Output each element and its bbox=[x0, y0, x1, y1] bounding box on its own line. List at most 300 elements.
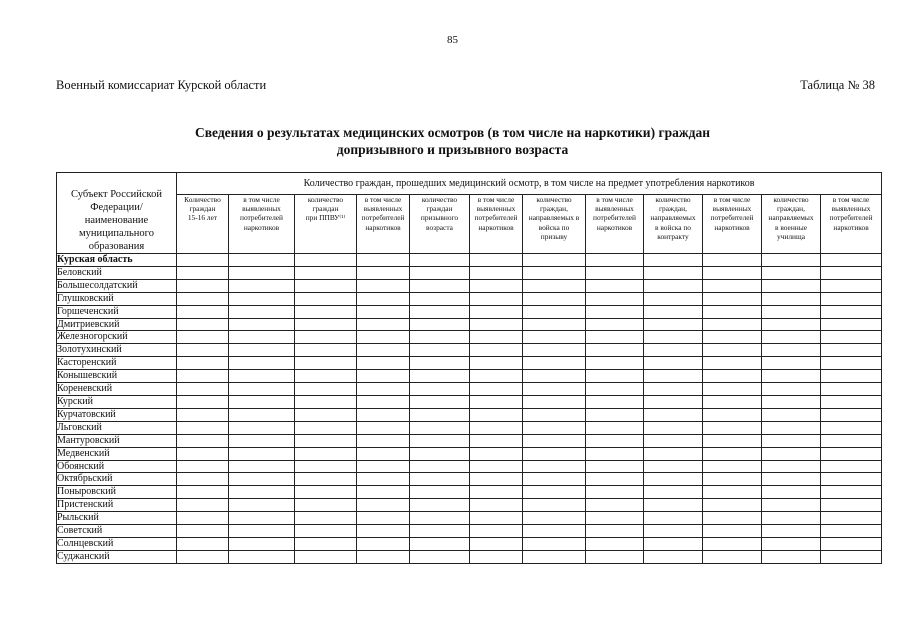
column-header bbox=[644, 195, 703, 254]
table-cell bbox=[295, 254, 357, 267]
table-cell bbox=[229, 408, 295, 421]
table-cell bbox=[644, 370, 703, 383]
table-cell bbox=[821, 537, 882, 550]
column-header-line: в том числе bbox=[243, 195, 280, 204]
table-cell bbox=[762, 499, 821, 512]
table-cell bbox=[762, 537, 821, 550]
table-cell bbox=[470, 473, 523, 486]
table-cell bbox=[470, 434, 523, 447]
table-cell bbox=[703, 537, 762, 550]
table-cell bbox=[357, 473, 410, 486]
column-header-line: граждан bbox=[312, 204, 339, 214]
table-cell bbox=[644, 331, 703, 344]
column-header bbox=[177, 195, 229, 254]
table-cell bbox=[644, 486, 703, 499]
table-cell bbox=[821, 486, 882, 499]
table-cell bbox=[177, 473, 229, 486]
table-cell bbox=[821, 525, 882, 538]
table-cell bbox=[586, 473, 644, 486]
table-row bbox=[57, 357, 882, 370]
table-cell bbox=[295, 370, 357, 383]
column-header-line: направляемых в bbox=[528, 213, 580, 223]
table-cell bbox=[229, 318, 295, 331]
table-cell bbox=[703, 344, 762, 357]
table-cell bbox=[410, 512, 470, 525]
table-cell bbox=[586, 460, 644, 473]
table-cell bbox=[229, 292, 295, 305]
table-cell bbox=[523, 318, 586, 331]
column-header-line: выявленных bbox=[595, 204, 634, 214]
table-cell bbox=[410, 357, 470, 370]
table-cell bbox=[177, 266, 229, 279]
column-header bbox=[821, 195, 882, 254]
subject-column-header bbox=[57, 173, 177, 254]
table-row bbox=[57, 331, 882, 344]
table-cell bbox=[177, 395, 229, 408]
column-header-line: потребителей bbox=[710, 213, 754, 223]
table-cell bbox=[229, 357, 295, 370]
table-cell bbox=[410, 292, 470, 305]
district-name: Беловский bbox=[57, 266, 177, 279]
table-cell bbox=[644, 525, 703, 538]
table-cell bbox=[821, 292, 882, 305]
table-cell bbox=[703, 254, 762, 267]
table-cell bbox=[295, 525, 357, 538]
table-row bbox=[57, 486, 882, 499]
column-header-line: граждан, bbox=[659, 204, 687, 214]
subject-header-line: образования bbox=[88, 241, 145, 252]
table-cell bbox=[523, 460, 586, 473]
table-cell bbox=[229, 421, 295, 434]
table-cell bbox=[295, 434, 357, 447]
table-cell bbox=[295, 537, 357, 550]
table-cell bbox=[586, 266, 644, 279]
table-cell bbox=[762, 525, 821, 538]
column-header bbox=[229, 195, 295, 254]
table-cell bbox=[410, 499, 470, 512]
table-cell bbox=[470, 279, 523, 292]
table-cell bbox=[644, 512, 703, 525]
table-cell bbox=[229, 279, 295, 292]
table-cell bbox=[470, 331, 523, 344]
column-header bbox=[703, 195, 762, 254]
table-cell bbox=[295, 421, 357, 434]
column-header bbox=[470, 195, 523, 254]
table-cell bbox=[586, 305, 644, 318]
district-name: Курский bbox=[57, 395, 177, 408]
table-cell bbox=[523, 266, 586, 279]
district-name: Советский bbox=[57, 525, 177, 538]
table-row bbox=[57, 537, 882, 550]
table-cell bbox=[357, 357, 410, 370]
table-cell bbox=[703, 486, 762, 499]
table-cell bbox=[177, 499, 229, 512]
table-cell bbox=[295, 266, 357, 279]
table-cell bbox=[523, 395, 586, 408]
table-row bbox=[57, 292, 882, 305]
table-cell bbox=[644, 537, 703, 550]
table-cell bbox=[762, 421, 821, 434]
table-cell bbox=[410, 395, 470, 408]
table-cell bbox=[703, 434, 762, 447]
district-name: Горшеченский bbox=[57, 305, 177, 318]
table-cell bbox=[295, 383, 357, 396]
table-cell bbox=[703, 331, 762, 344]
district-name: Конышевский bbox=[57, 370, 177, 383]
table-cell bbox=[586, 357, 644, 370]
table-cell bbox=[644, 344, 703, 357]
column-header-line: в том числе bbox=[596, 195, 633, 204]
column-header-line: возраста bbox=[426, 222, 453, 232]
table-cell bbox=[703, 357, 762, 370]
table-cell bbox=[523, 279, 586, 292]
table-cell bbox=[229, 254, 295, 267]
column-header-line: призыву bbox=[540, 231, 568, 241]
table-cell bbox=[357, 434, 410, 447]
district-name: Пристенский bbox=[57, 499, 177, 512]
subject-header-line: Федерации/ bbox=[90, 202, 143, 213]
district-name: Кореневский bbox=[57, 383, 177, 396]
column-header-line: выявленных bbox=[712, 204, 752, 214]
region-total-name: Курская область bbox=[57, 254, 177, 267]
table-cell bbox=[357, 344, 410, 357]
table-row bbox=[57, 254, 882, 267]
table-cell bbox=[821, 408, 882, 421]
column-header-line: училища bbox=[777, 231, 805, 241]
table-cell bbox=[229, 266, 295, 279]
table-cell bbox=[762, 357, 821, 370]
table-cell bbox=[410, 460, 470, 473]
subject-header-line: Субъект Российской bbox=[71, 189, 162, 200]
table-cell bbox=[523, 292, 586, 305]
table-cell bbox=[586, 383, 644, 396]
table-cell bbox=[644, 550, 703, 563]
table-cell bbox=[470, 512, 523, 525]
table-cell bbox=[821, 383, 882, 396]
table-cell bbox=[410, 383, 470, 396]
column-header-line: наркотиков bbox=[243, 222, 280, 232]
table-cell bbox=[177, 305, 229, 318]
table-row bbox=[57, 408, 882, 421]
table-cell bbox=[523, 421, 586, 434]
table-cell bbox=[229, 344, 295, 357]
table-cell bbox=[762, 292, 821, 305]
table-cell bbox=[703, 318, 762, 331]
table-cell bbox=[229, 447, 295, 460]
table-cell bbox=[229, 383, 295, 396]
district-name: Суджанский bbox=[57, 550, 177, 563]
table-cell bbox=[762, 473, 821, 486]
column-header-line: потребителей bbox=[240, 213, 283, 223]
table-cell bbox=[821, 395, 882, 408]
table-cell bbox=[644, 254, 703, 267]
table-cell bbox=[644, 460, 703, 473]
table-cell bbox=[523, 486, 586, 499]
column-header-line: наркотиков bbox=[596, 222, 633, 232]
district-name: Медвенский bbox=[57, 447, 177, 460]
table-cell bbox=[229, 499, 295, 512]
table-cell bbox=[470, 383, 523, 396]
table-cell bbox=[762, 370, 821, 383]
table-cell bbox=[357, 395, 410, 408]
table-row bbox=[57, 460, 882, 473]
table-cell bbox=[703, 447, 762, 460]
table-cell bbox=[470, 486, 523, 499]
table-cell bbox=[523, 512, 586, 525]
column-header-line: наркотиков bbox=[478, 222, 514, 232]
column-header-line: количество bbox=[655, 195, 691, 204]
table-cell bbox=[410, 331, 470, 344]
table-cell bbox=[229, 370, 295, 383]
table-cell bbox=[470, 447, 523, 460]
table-cell bbox=[410, 266, 470, 279]
table-cell bbox=[357, 486, 410, 499]
table-cell bbox=[586, 344, 644, 357]
table-cell bbox=[821, 447, 882, 460]
table-cell bbox=[586, 486, 644, 499]
table-cell bbox=[357, 292, 410, 305]
column-header-line: граждан, bbox=[777, 204, 805, 214]
table-cell bbox=[177, 370, 229, 383]
table-cell bbox=[821, 331, 882, 344]
table-cell bbox=[177, 344, 229, 357]
table-cell bbox=[586, 331, 644, 344]
table-cell bbox=[229, 305, 295, 318]
table-cell bbox=[644, 318, 703, 331]
table-cell bbox=[821, 344, 882, 357]
table-cell bbox=[586, 550, 644, 563]
table-cell bbox=[470, 318, 523, 331]
table-cell bbox=[410, 344, 470, 357]
table-row bbox=[57, 525, 882, 538]
table-cell bbox=[523, 473, 586, 486]
table-cell bbox=[177, 550, 229, 563]
table-cell bbox=[523, 305, 586, 318]
table-cell bbox=[586, 434, 644, 447]
column-header-line: потребителей bbox=[474, 213, 518, 223]
column-header-line: в войска по bbox=[655, 222, 691, 232]
table-row bbox=[57, 305, 882, 318]
column-header-line: количество bbox=[536, 195, 572, 204]
table-cell bbox=[357, 266, 410, 279]
table-cell bbox=[357, 408, 410, 421]
table-cell bbox=[470, 305, 523, 318]
district-name: Поныровский bbox=[57, 486, 177, 499]
table-cell bbox=[762, 279, 821, 292]
column-header bbox=[523, 195, 586, 254]
table-cell bbox=[586, 370, 644, 383]
table-cell bbox=[644, 473, 703, 486]
table-cell bbox=[295, 331, 357, 344]
table-cell bbox=[762, 331, 821, 344]
table-cell bbox=[470, 408, 523, 421]
column-header-line: в военные bbox=[775, 222, 807, 232]
district-name: Льговский bbox=[57, 421, 177, 434]
table-cell bbox=[357, 550, 410, 563]
table-cell bbox=[762, 305, 821, 318]
organization-name: Военный комиссариат Курской области bbox=[56, 78, 267, 92]
table-cell bbox=[357, 305, 410, 318]
column-header-line: Количество bbox=[184, 195, 221, 204]
subject-header-line: муниципального bbox=[79, 228, 154, 239]
table-cell bbox=[523, 331, 586, 344]
table-cell bbox=[229, 550, 295, 563]
table-cell bbox=[762, 318, 821, 331]
table-cell bbox=[177, 512, 229, 525]
table-cell bbox=[703, 292, 762, 305]
table-cell bbox=[523, 383, 586, 396]
document-title bbox=[0, 124, 905, 158]
table-cell bbox=[821, 499, 882, 512]
column-header-line: количество bbox=[421, 195, 458, 204]
column-header-line: потребителей bbox=[829, 213, 873, 223]
table-row bbox=[57, 434, 882, 447]
district-name: Солнцевский bbox=[57, 537, 177, 550]
table-cell bbox=[703, 525, 762, 538]
table-cell bbox=[295, 473, 357, 486]
table-cell bbox=[470, 370, 523, 383]
table-cell bbox=[229, 537, 295, 550]
table-row bbox=[57, 318, 882, 331]
table-cell bbox=[177, 525, 229, 538]
table-cell bbox=[821, 279, 882, 292]
district-name: Дмитриевский bbox=[57, 318, 177, 331]
table-cell bbox=[177, 537, 229, 550]
column-header-line: выявленных bbox=[831, 204, 871, 214]
table-cell bbox=[703, 279, 762, 292]
column-header-line: наркотиков bbox=[365, 222, 401, 232]
table-row bbox=[57, 279, 882, 292]
column-header bbox=[410, 195, 470, 254]
table-row bbox=[57, 383, 882, 396]
table-cell bbox=[523, 447, 586, 460]
table-cell bbox=[762, 254, 821, 267]
table-cell bbox=[523, 254, 586, 267]
table-cell bbox=[703, 512, 762, 525]
table-cell bbox=[357, 331, 410, 344]
table-cell bbox=[295, 550, 357, 563]
table-cell bbox=[410, 279, 470, 292]
table-cell bbox=[357, 318, 410, 331]
table-cell bbox=[295, 408, 357, 421]
table-cell bbox=[357, 499, 410, 512]
table-cell bbox=[821, 512, 882, 525]
table-cell bbox=[229, 525, 295, 538]
title-line-2: допризывного и призывного возраста bbox=[336, 142, 569, 157]
table-cell bbox=[177, 279, 229, 292]
table-cell bbox=[177, 486, 229, 499]
table-cell bbox=[586, 292, 644, 305]
table-cell bbox=[295, 292, 357, 305]
table-cell bbox=[762, 266, 821, 279]
column-header-line: выявленных bbox=[363, 204, 403, 214]
district-name: Рыльский bbox=[57, 512, 177, 525]
table-cell bbox=[821, 460, 882, 473]
column-header-line: граждан bbox=[426, 204, 453, 214]
table-cell bbox=[295, 395, 357, 408]
table-cell bbox=[357, 460, 410, 473]
table-cell bbox=[177, 447, 229, 460]
table-cell bbox=[295, 447, 357, 460]
table-cell bbox=[410, 486, 470, 499]
table-cell bbox=[644, 499, 703, 512]
table-cell bbox=[523, 434, 586, 447]
table-cell bbox=[703, 550, 762, 563]
district-name: Железногорский bbox=[57, 331, 177, 344]
table-row bbox=[57, 447, 882, 460]
table-cell bbox=[357, 447, 410, 460]
table-cell bbox=[410, 447, 470, 460]
district-name: Золотухинский bbox=[57, 344, 177, 357]
table-cell bbox=[644, 447, 703, 460]
table-cell bbox=[523, 550, 586, 563]
table-cell bbox=[410, 254, 470, 267]
table-number: Таблица № 38 bbox=[800, 78, 875, 92]
table-cell bbox=[410, 473, 470, 486]
table-cell bbox=[821, 370, 882, 383]
column-header-line: 15-16 лет bbox=[187, 213, 218, 223]
table-cell bbox=[586, 408, 644, 421]
table-cell bbox=[644, 383, 703, 396]
table-cell bbox=[470, 550, 523, 563]
district-name: Курчатовский bbox=[57, 408, 177, 421]
table-cell bbox=[762, 486, 821, 499]
table-cell bbox=[762, 434, 821, 447]
district-name: Касторенский bbox=[57, 357, 177, 370]
table-cell bbox=[470, 537, 523, 550]
table-cell bbox=[295, 512, 357, 525]
table-cell bbox=[523, 537, 586, 550]
table-cell bbox=[177, 434, 229, 447]
table-cell bbox=[177, 254, 229, 267]
table-cell bbox=[703, 395, 762, 408]
table-cell bbox=[703, 473, 762, 486]
exam-count-group-header: Количество граждан, прошедших медицинский осмотр, в том числе на предмет употребления наркотиков bbox=[177, 173, 882, 195]
column-header-line: граждан bbox=[189, 204, 216, 214]
table-cell bbox=[586, 254, 644, 267]
subject-header-line: наименование bbox=[84, 215, 149, 226]
table-cell bbox=[586, 421, 644, 434]
column-header-line: в том числе bbox=[477, 195, 515, 204]
column-header-line: направляемых bbox=[650, 213, 696, 223]
table-cell bbox=[357, 525, 410, 538]
column-header-line: при ППВУ⁽¹⁾ bbox=[305, 213, 346, 223]
table-row bbox=[57, 266, 882, 279]
table-cell bbox=[703, 305, 762, 318]
district-name: Мантуровский bbox=[57, 434, 177, 447]
table-cell bbox=[357, 421, 410, 434]
district-name: Большесолдатский bbox=[57, 279, 177, 292]
table-cell bbox=[586, 512, 644, 525]
table-cell bbox=[586, 525, 644, 538]
table-row bbox=[57, 499, 882, 512]
table-cell bbox=[410, 525, 470, 538]
column-header-line: потребителей bbox=[361, 213, 405, 223]
column-header bbox=[357, 195, 410, 254]
table-cell bbox=[177, 460, 229, 473]
table-cell bbox=[644, 395, 703, 408]
table-cell bbox=[703, 460, 762, 473]
table-cell bbox=[357, 254, 410, 267]
table-cell bbox=[523, 357, 586, 370]
table-cell bbox=[762, 383, 821, 396]
table-cell bbox=[470, 357, 523, 370]
table-row bbox=[57, 550, 882, 563]
table-cell bbox=[295, 279, 357, 292]
table-cell bbox=[229, 460, 295, 473]
column-header-line: выявленных bbox=[242, 204, 281, 214]
table-cell bbox=[762, 344, 821, 357]
